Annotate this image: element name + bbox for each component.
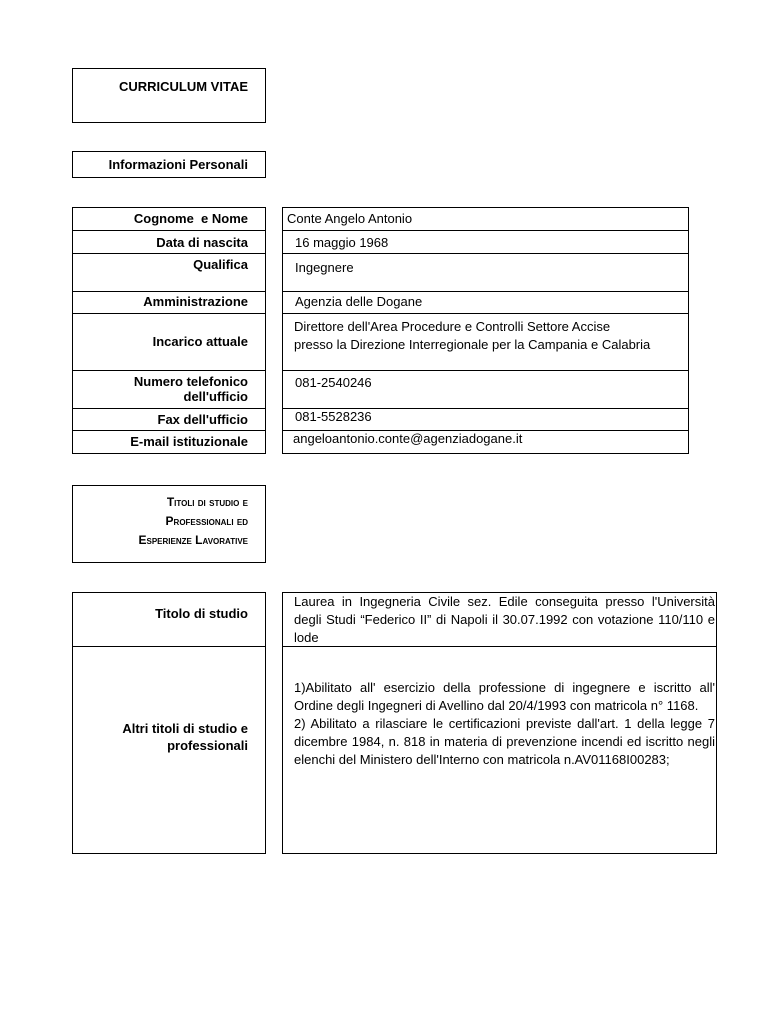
label-phone-line: dell'ufficio (183, 389, 248, 404)
row-divider (72, 430, 266, 431)
current-role-line: presso la Direzione Interregionale per la Campania e Calabria (294, 337, 651, 352)
titles-section-title (139, 493, 249, 550)
label-other-titles-line: professionali (167, 738, 248, 753)
titles-section-line: Esperienze Lavorative (138, 533, 248, 547)
cv-title: CURRICULUM VITAE (118, 79, 248, 94)
value-email: angeloantonio.conte@agenziadogane.it (293, 431, 523, 446)
titles-section-line: Titoli di studio e (166, 495, 248, 509)
value-birth-date: 16 maggio 1968 (295, 235, 389, 250)
personal-section-box (72, 151, 266, 178)
label-current-role: Incarico attuale (152, 334, 248, 349)
personal-section-title: Informazioni Personali (108, 157, 248, 172)
row-divider (72, 313, 266, 314)
label-birth-date: Data di nascita (156, 235, 248, 250)
row-divider (72, 291, 266, 292)
other-titles-paragraph: 1)Abilitato all' esercizio della professione di ingegnere e iscritto all' Ordine degli Ingegneri di Avellino dal 20/4/1993 con matricola n° 1168. (294, 680, 715, 713)
current-role-line: Direttore dell'Area Procedure e Controlli Settore Accise (294, 319, 611, 334)
label-administration: Amministrazione (143, 294, 248, 309)
label-qualification: Qualifica (193, 257, 248, 272)
value-other-titles (294, 679, 715, 769)
row-divider (72, 370, 266, 371)
row-divider (282, 313, 689, 314)
label-phone-line: Numero telefonico (133, 374, 248, 389)
titles-section-box (72, 485, 266, 563)
row-divider (282, 370, 689, 371)
label-fax: Fax dell'ufficio (157, 412, 248, 427)
value-name: Conte Angelo Antonio (287, 211, 413, 226)
label-email: E-mail istituzionale (130, 434, 248, 449)
label-degree: Titolo di studio (155, 606, 248, 621)
other-titles-paragraph: 2) Abilitato a rilasciare le certificazioni previste dall'art. 1 della legge 7 dicembre 1984, n. 818 in materia di prevenzione incendi ed iscritto negli elenchi del Ministero dell'Interno con matricola n.AV01168I00283; (294, 716, 715, 767)
row-divider (282, 230, 689, 231)
row-divider (72, 646, 266, 647)
value-fax: 081-5528236 (295, 409, 372, 424)
value-degree: Laurea in Ingegneria Civile sez. Edile conseguita presso l'Università degli Studi “Federico II” di Napoli il 30.07.1992 con votazione 110/110 e lode (294, 594, 715, 645)
label-other-titles (122, 720, 248, 754)
cv-title-box (72, 68, 266, 123)
row-divider (72, 230, 266, 231)
titles-section-line: Professionali ed (165, 514, 248, 528)
label-phone (134, 374, 248, 404)
label-name: Cognome e Nome (133, 211, 248, 226)
value-qualification: Ingegnere (295, 260, 354, 275)
row-divider (282, 253, 689, 254)
row-divider (72, 408, 266, 409)
label-other-titles-line: Altri titoli di studio e (122, 721, 248, 736)
row-divider (72, 253, 266, 254)
value-current-role (294, 318, 650, 354)
row-divider (282, 291, 689, 292)
value-administration: Agenzia delle Dogane (295, 294, 423, 309)
value-phone: 081-2540246 (295, 375, 372, 390)
